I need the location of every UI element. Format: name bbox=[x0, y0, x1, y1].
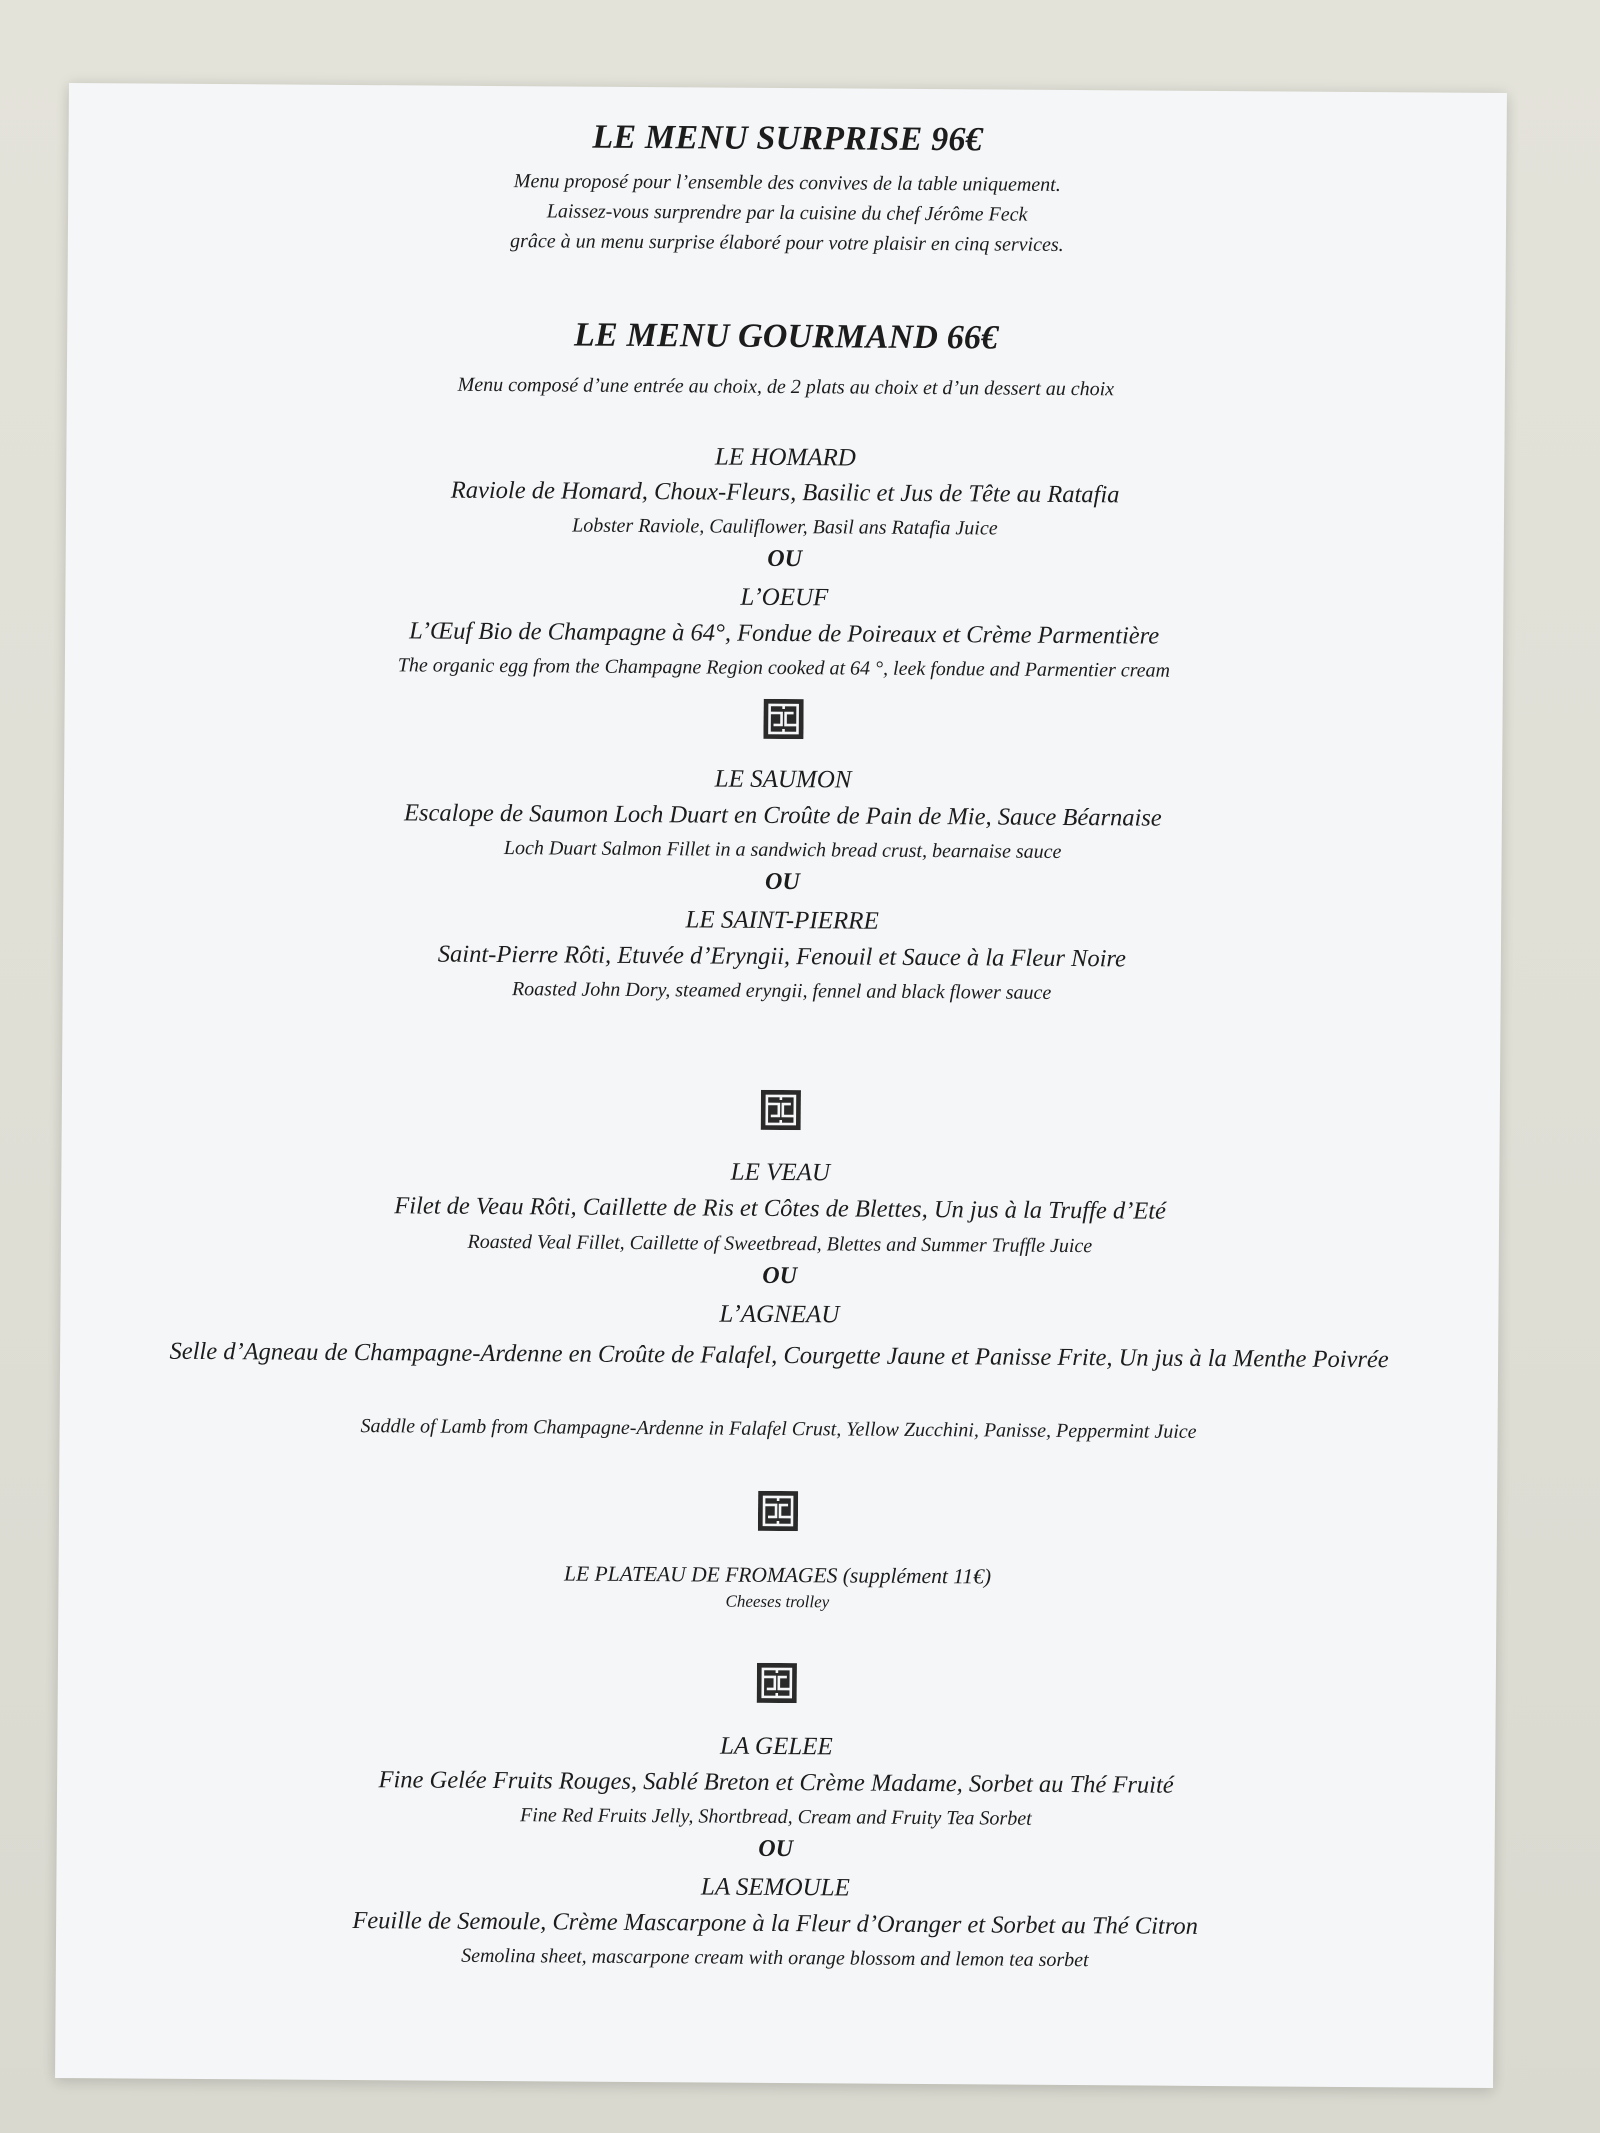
greek-key-square-icon bbox=[758, 1491, 798, 1531]
surprise-menu-title: LE MENU SURPRISE 96€ bbox=[592, 118, 983, 159]
greek-key-square-icon bbox=[757, 1663, 797, 1703]
course-name: LE SAUMON bbox=[714, 765, 852, 794]
surprise-intro-line: grâce à un menu surprise élaboré pour votre plaisir en cinq services. bbox=[509, 230, 1064, 256]
course-name: LE SAINT-PIERRE bbox=[685, 906, 879, 935]
dish-description-fr: Raviole de Homard, Choux-Fleurs, Basilic et Jus de Tête au Ratafia bbox=[450, 476, 1120, 509]
dish-description-en: Lobster Raviole, Cauliflower, Basil ans Ratafia Juice bbox=[572, 514, 998, 540]
dish-description-fr: Feuille de Semoule, Crème Mascarpone à la Fleur d’Oranger et Sorbet au Thé Citron bbox=[352, 1907, 1199, 1940]
gourmand-menu-title: LE MENU GOURMAND 66€ bbox=[573, 316, 999, 357]
or-separator: OU bbox=[758, 1835, 794, 1863]
cheese-description-en: Cheeses trolley bbox=[725, 1591, 830, 1612]
dish-description-en: Fine Red Fruits Jelly, Shortbread, Cream and Fruity Tea Sorbet bbox=[520, 1804, 1032, 1830]
dish-description-en: Loch Duart Salmon Fillet in a sandwich bread crust, bearnaise sauce bbox=[503, 837, 1062, 863]
menu-sheet bbox=[55, 83, 1507, 2088]
dish-description-en: Semolina sheet, mascarpone cream with orange blossom and lemon tea sorbet bbox=[461, 1944, 1089, 1972]
dish-description-fr: Escalope de Saumon Loch Duart en Croûte de Pain de Mie, Sauce Béarnaise bbox=[403, 799, 1162, 832]
dish-description-en: Roasted John Dory, steamed eryngii, fennel and black flower sauce bbox=[511, 978, 1052, 1004]
menu-content bbox=[55, 83, 1507, 2088]
greek-key-square-icon bbox=[761, 1090, 801, 1130]
or-separator: OU bbox=[767, 545, 803, 573]
dish-description-fr: Saint-Pierre Rôti, Etuvée d’Eryngii, Fenouil et Sauce à la Fleur Noire bbox=[437, 940, 1127, 973]
gourmand-subtitle: Menu composé d’une entrée au choix, de 2 plats au choix et d’un dessert au choix bbox=[457, 373, 1115, 401]
greek-key-square-icon bbox=[763, 699, 803, 739]
course-name: LE HOMARD bbox=[714, 443, 856, 472]
or-separator: OU bbox=[762, 1262, 798, 1290]
or-separator: OU bbox=[764, 868, 800, 896]
course-name: LA SEMOULE bbox=[700, 1873, 850, 1902]
dish-description-fr: Fine Gelée Fruits Rouges, Sablé Breton et Crème Madame, Sorbet au Thé Fruité bbox=[378, 1766, 1174, 1799]
course-name: LA GELEE bbox=[719, 1732, 833, 1761]
dish-description-en: The organic egg from the Champagne Region cooked at 64 °, leek fondue and Parmentier cream bbox=[397, 654, 1171, 682]
dish-description-en: Roasted Veal Fillet, Caillette of Sweetbread, Blettes and Summer Truffle Juice bbox=[467, 1230, 1093, 1258]
dish-description-en: Saddle of Lamb from Champagne-Ardenne in Falafel Crust, Yellow Zucchini, Panisse, Peppermint Juice bbox=[360, 1415, 1197, 1443]
course-name: L’AGNEAU bbox=[719, 1300, 840, 1329]
dish-description-fr: Filet de Veau Rôti, Caillette de Ris et Côtes de Blettes, Un jus à la Truffe d’Eté bbox=[394, 1192, 1167, 1225]
dish-description-fr: L’Œuf Bio de Champagne à 64°, Fondue de Poireaux et Crème Parmentière bbox=[409, 617, 1160, 650]
dish-description-fr: Selle d’Agneau de Champagne-Ardenne en Croûte de Falafel, Courgette Jaune et Panisse Frite, Un jus à la Menthe Poivrée bbox=[169, 1337, 1389, 1374]
course-name: LE VEAU bbox=[730, 1158, 831, 1187]
surprise-intro-line: Laissez-vous surprendre par la cuisine du chef Jérôme Feck bbox=[546, 200, 1028, 226]
surprise-intro-line: Menu proposé pour l’ensemble des convives de la table uniquement. bbox=[513, 170, 1061, 196]
cheese-course-name: LE PLATEAU DE FROMAGES (supplément 11€) bbox=[564, 1561, 992, 1589]
course-name: L’OEUF bbox=[740, 583, 829, 612]
